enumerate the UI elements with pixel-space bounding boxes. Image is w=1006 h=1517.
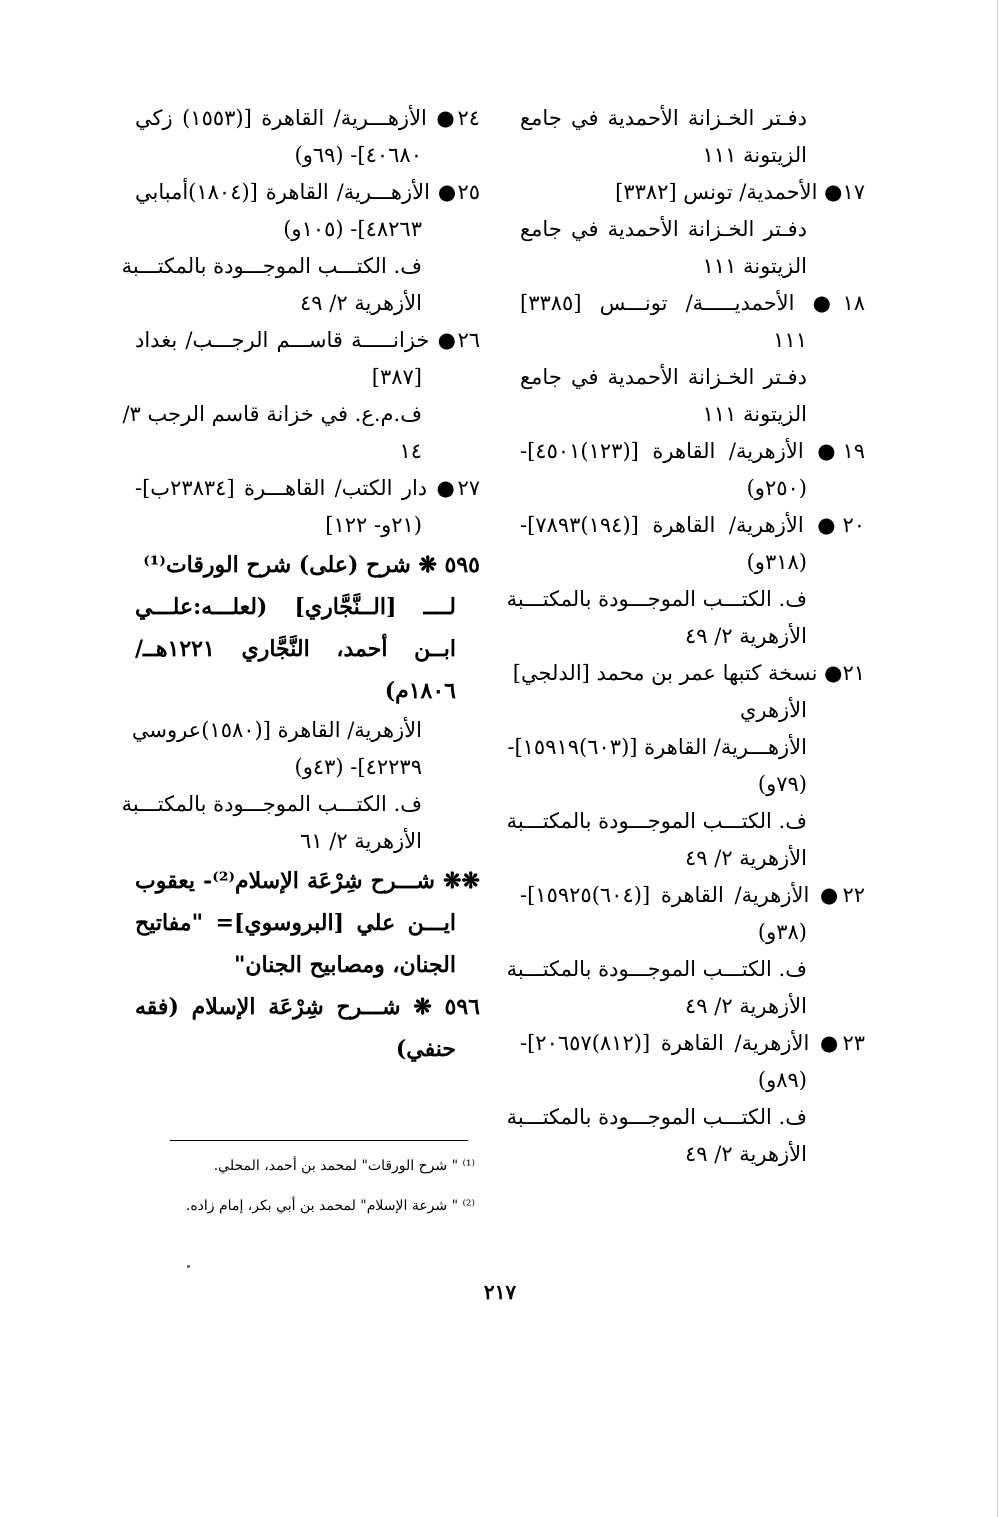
scan-speck [187, 1265, 190, 1268]
text-line: دفـتر الخـزانة الأحمدية في جامع [520, 217, 807, 241]
text-line: ايـــن علي [البروسوي]= "مفاتيح [135, 910, 456, 936]
text-line: ٤٨٢٦٣]- (١٠٥و) [283, 217, 422, 241]
text-line: ١٩● الأزهرية/ القاهرة [(١٢٣)٤٥٠١]- [520, 439, 865, 463]
text-line: الأزهري [739, 698, 807, 722]
text-line: ٢٣● الأزهرية/ القاهرة [(٨١٢)٢٠٦٥٧]- [520, 1031, 865, 1055]
text-line: ١٨٠٦م) [384, 678, 456, 704]
text-line: الزيتونة ١١١ [702, 143, 807, 167]
text-line: لــــ [الــنَّجَّاري] (لعلـــه:علـــي [135, 594, 456, 620]
text-line: الأزهرية ٢/ ٤٩ [299, 291, 422, 315]
text-line: الأزهرية ٢/ ٦١ [299, 829, 422, 853]
text-line: ١٤ [399, 439, 422, 463]
text-line: ف. الكتـــب الموجـــودة بالمكتـــبة [506, 1105, 807, 1129]
text-line: دفـتر الخـزانة الأحمدية في جامع [520, 365, 807, 389]
text-line: ٢٧● دار الكتب/ القاهـــرة [٢٣٨٣٤ب]- [135, 476, 480, 500]
footnote-1: ⁽¹⁾ " شرح الورقات" لمحمد بن أحمد، المحلي. [213, 1158, 475, 1174]
text-line: الأزهرية ٢/ ٤٩ [684, 624, 807, 648]
scan-edge-line [997, 0, 998, 1517]
text-line: الأزهرية ٢/ ٤٩ [684, 846, 807, 870]
text-line: [٣٨٧] [371, 365, 422, 389]
text-line: ١٨● الأحمديـــــة/ تونـــس [٣٣٨٥] [520, 291, 865, 315]
right-column [506, 100, 865, 1173]
text-line: الأزهرية ٢/ ٤٩ [684, 1142, 807, 1166]
text-line: ف. الكتـــب الموجـــودة بالمكتـــبة [121, 792, 422, 816]
text-line: (٣١٨و) [746, 550, 807, 574]
text-line: (٢١و- ١٢٢] [325, 513, 422, 537]
text-line: ابــن أحمد، النَّجَّاري ١٢٢١هــ/ [135, 636, 456, 662]
text-line: الزيتونة ١١١ [702, 254, 807, 278]
footnote-2: ⁽²⁾ " شرعة الإسلام" لمحمد بن أبي بكر، إمام زاده. [185, 1198, 475, 1214]
text-line: (٢٥٠و) [746, 476, 807, 500]
text-line: ف. الكتـــب الموجـــودة بالمكتـــبة [121, 254, 422, 278]
text-line: ٥٩٦ ❋ شـــرح شِرْعَة الإسلام (فقه [135, 994, 480, 1020]
text-line: ١٧● الأحمدية/ تونس [٣٣٨٢] [615, 180, 865, 204]
text-line: الزيتونة ١١١ [702, 402, 807, 426]
text-line: الجنان، ومصابيح الجنان" [233, 952, 456, 978]
left-column [121, 100, 480, 1070]
text-line: (٧٩و) [757, 772, 807, 796]
text-line: ❋❋ شـــرح شِرْعَة الإسلام⁽²⁾- يعقوب [135, 868, 480, 894]
text-line: ف. الكتـــب الموجـــودة بالمكتـــبة [506, 809, 807, 833]
text-line: ٤٠٦٨٠]- (٦٩و) [294, 143, 422, 167]
text-line: ف. الكتـــب الموجـــودة بالمكتـــبة [506, 587, 807, 611]
text-line: ٢٤● الأزهـــرية/ القاهرة [(١٥٥٣) زكي [135, 106, 480, 130]
text-line: ٢٠● الأزهرية/ القاهرة [(١٩٤)٧٨٩٣]- [520, 513, 865, 537]
text-line: الأزهـــرية/ القاهرة [(٦٠٣)١٥٩١٩]- [507, 735, 807, 759]
text-line: (٨٩و) [757, 1068, 807, 1092]
text-line: حنفي) [395, 1036, 456, 1062]
text-line: (٣٨و) [757, 920, 807, 944]
text-line: ٤٢٢٣٩]- (٤٣و) [294, 755, 422, 779]
text-line: ف.م.ع. في خزانة قاسم الرجب ٣/ [122, 402, 422, 426]
page-number: ٢١٧ [483, 1280, 517, 1304]
text-line: ٥٩٥ ❋ شرح (على) شرح الورقات⁽¹⁾ [143, 552, 480, 578]
text-line: ف. الكتـــب الموجـــودة بالمكتـــبة [506, 957, 807, 981]
text-line: ٢٥● الأزهـــرية/ القاهرة [(١٨٠٤)أمبابي [135, 180, 480, 204]
footnote-separator [170, 1140, 468, 1141]
text-line: دفـتر الخـزانة الأحمدية في جامع [520, 106, 807, 130]
text-line: ٢٦● خزانـــــة قاســـم الرجـــب/ بغداد [135, 328, 480, 352]
text-line: الأزهرية/ القاهرة [(١٥٨٠)عروسي [131, 718, 422, 742]
text-line: ١١١ [773, 328, 807, 352]
text-line: ٢١● نسخة كتبها عمر بن محمد [الدلجي] [512, 661, 865, 685]
text-line: ٢٢● الأزهرية/ القاهرة [(٦٠٤)١٥٩٢٥]- [520, 883, 865, 907]
text-line: الأزهرية ٢/ ٤٩ [684, 994, 807, 1018]
